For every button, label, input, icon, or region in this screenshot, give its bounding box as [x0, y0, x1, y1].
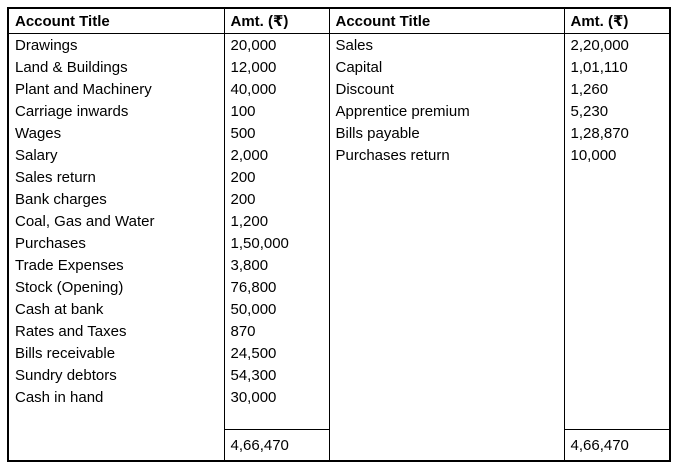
amount-left: 100: [224, 100, 329, 122]
empty-cell: [564, 298, 670, 320]
account-name-left: Trade Expenses: [15, 256, 124, 274]
amount-left: 2,000: [224, 144, 329, 166]
amount-right: 2,20,000: [564, 34, 670, 57]
account-name-left: Drawings: [15, 36, 78, 54]
account-name-left: Sundry debtors: [15, 366, 117, 384]
account-name-left: Carriage inwards: [15, 102, 129, 120]
table-row: [8, 210, 670, 232]
empty-cell: [564, 166, 670, 188]
amount-left: 12,000: [224, 56, 329, 78]
account-name-left: Bills receivable: [15, 344, 116, 362]
header-amount-left: Amt. (₹): [224, 8, 329, 34]
header-account-title-right: Account Title: [329, 8, 564, 34]
amount-left: 500: [224, 122, 329, 144]
empty-cell: [564, 254, 670, 276]
amount-left: 3,800: [224, 254, 329, 276]
header-amount-right: Amt. (₹): [564, 8, 670, 34]
table-row: [8, 342, 670, 364]
empty-cell: [564, 276, 670, 298]
table-row: [8, 56, 670, 78]
amount-left: 30,000: [224, 386, 329, 408]
trial-balance-table: [7, 7, 671, 462]
header-account-title-left: Account Title: [8, 8, 224, 34]
account-name-left: Land & Buildings: [15, 58, 128, 76]
total-amount-left: 4,66,470: [224, 430, 329, 462]
empty-cell: [8, 430, 224, 462]
empty-cell: [564, 386, 670, 408]
account-name-left: Cash at bank: [15, 300, 104, 318]
table-row: [8, 166, 670, 188]
account-name-right: Bills payable: [329, 122, 564, 144]
amount-left: 50,000: [224, 298, 329, 320]
empty-cell: [329, 386, 564, 408]
amount-left: 870: [224, 320, 329, 342]
table-row: [8, 386, 670, 408]
table-row: [8, 298, 670, 320]
account-name-left: Purchases: [15, 234, 86, 252]
table-row: [8, 100, 670, 122]
empty-cell: [564, 342, 670, 364]
empty-cell: [564, 364, 670, 386]
amount-right: 1,260: [564, 78, 670, 100]
empty-cell: [564, 320, 670, 342]
table-row: [8, 364, 670, 386]
table-row: [8, 34, 670, 57]
table-row: [8, 232, 670, 254]
empty-cell: [329, 210, 564, 232]
amount-right: 1,28,870: [564, 122, 670, 144]
amount-left: 200: [224, 166, 329, 188]
amount-left: 1,50,000: [224, 232, 329, 254]
empty-cell: [329, 408, 564, 430]
account-name-left: Sales return: [15, 168, 96, 186]
account-name-right: Apprentice premium: [329, 100, 564, 122]
empty-cell: [329, 364, 564, 386]
table-row: [8, 188, 670, 210]
empty-cell: [329, 188, 564, 210]
empty-cell: [329, 232, 564, 254]
empty-cell: [224, 408, 329, 430]
empty-cell: [564, 408, 670, 430]
empty-cell: [329, 298, 564, 320]
spacer-row: [8, 408, 670, 430]
total-row: [8, 430, 670, 462]
table-row: [8, 320, 670, 342]
amount-left: 76,800: [224, 276, 329, 298]
account-name-right: Sales: [329, 34, 564, 57]
empty-cell: [564, 188, 670, 210]
amount-left: 20,000: [224, 34, 329, 57]
account-name-left: Salary: [15, 146, 58, 164]
amount-right: 1,01,110: [564, 56, 670, 78]
table-row: [8, 276, 670, 298]
empty-cell: [564, 210, 670, 232]
empty-cell: [329, 254, 564, 276]
amount-left: 24,500: [224, 342, 329, 364]
table-row: [8, 78, 670, 100]
account-name-left: Bank charges: [15, 190, 107, 208]
empty-cell: [329, 320, 564, 342]
account-name-right: Purchases return: [329, 144, 564, 166]
total-amount-right: 4,66,470: [564, 430, 670, 462]
amount-right: 10,000: [564, 144, 670, 166]
account-name-left: Plant and Machinery: [15, 80, 152, 98]
table-body: [8, 34, 670, 409]
amount-left: 54,300: [224, 364, 329, 386]
account-name-right: Discount: [329, 78, 564, 100]
empty-cell: [564, 232, 670, 254]
account-name-right: Capital: [329, 56, 564, 78]
header-row: [8, 8, 670, 34]
amount-left: 200: [224, 188, 329, 210]
amount-left: 40,000: [224, 78, 329, 100]
account-name-left: Rates and Taxes: [15, 322, 127, 340]
empty-cell: [329, 166, 564, 188]
amount-right: 5,230: [564, 100, 670, 122]
amount-left: 1,200: [224, 210, 329, 232]
empty-cell: [8, 408, 224, 430]
table-row: [8, 254, 670, 276]
account-name-left: Wages: [15, 124, 62, 142]
account-name-left: Coal, Gas and Water: [15, 212, 155, 230]
empty-cell: [329, 342, 564, 364]
table-row: [8, 144, 670, 166]
table-row: [8, 122, 670, 144]
account-name-left: Cash in hand: [15, 388, 104, 406]
empty-cell: [329, 430, 564, 462]
account-name-left: Stock (Opening): [15, 278, 124, 296]
empty-cell: [329, 276, 564, 298]
